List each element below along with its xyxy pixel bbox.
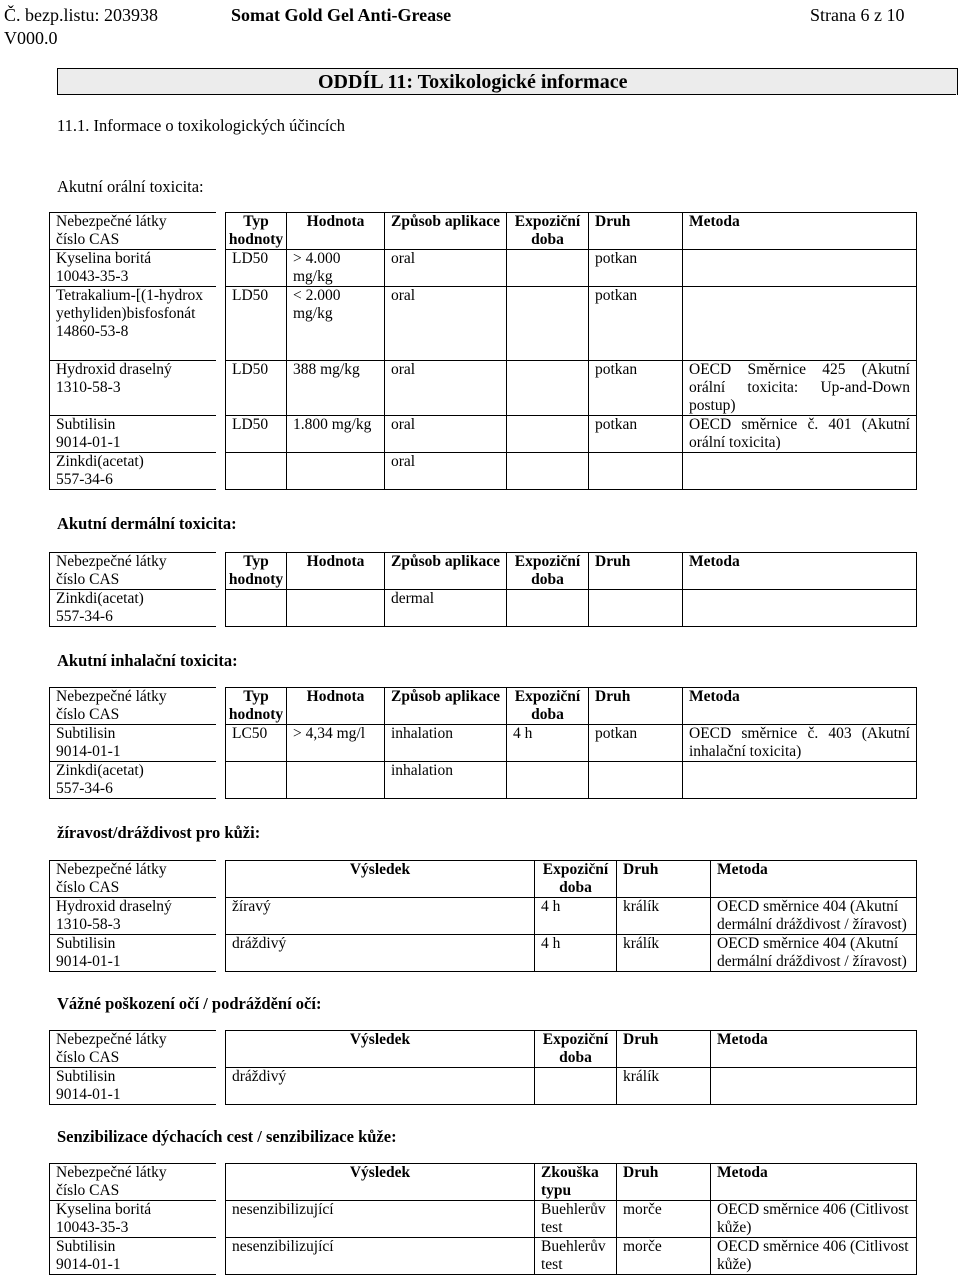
route: oral	[385, 250, 507, 287]
eye-heading: Vážné poškození očí / podráždění očí:	[57, 994, 322, 1013]
header-method: Metoda	[683, 553, 917, 590]
value	[287, 453, 385, 490]
method: OECD směrnice 406 (Citlivost kůže)	[711, 1238, 917, 1275]
cas-number: 9014-01-1	[56, 953, 121, 970]
method: OECD směrnice č. 401 (Akutní orální toxicita)	[683, 416, 917, 453]
header-species: Druh	[589, 553, 683, 590]
cas-number: 557-34-6	[56, 471, 113, 488]
header-species: Druh	[617, 1164, 711, 1201]
species: morče	[617, 1201, 711, 1238]
table-row	[50, 287, 917, 361]
header-cas: číslo CAS	[56, 231, 120, 248]
exposure-time: 4 h	[535, 935, 617, 972]
cas-number: 9014-01-1	[56, 434, 121, 451]
species: potkan	[589, 725, 683, 762]
header-result: Výsledek	[226, 861, 535, 898]
header-substance: Nebezpečné látky	[56, 861, 167, 878]
table-row	[50, 590, 917, 627]
method: OECD směrnice 404 (Akutní dermální dráždivost / žíravost)	[711, 898, 917, 935]
result: nesenzibilizující	[226, 1238, 535, 1275]
cas-number: 1310-58-3	[56, 379, 121, 396]
value: 1.800 mg/kg	[287, 416, 385, 453]
substance-name: Subtilisin	[56, 416, 116, 433]
table-header-row	[50, 553, 917, 590]
eye-damage-table	[49, 1030, 917, 1105]
oral-heading: Akutní orální toxicita:	[57, 177, 204, 196]
substance-name: Hydroxid draselný	[56, 361, 172, 378]
table-row	[50, 1238, 917, 1275]
header-exposure: Expoziční	[514, 213, 581, 230]
value-type	[226, 590, 287, 627]
exposure-time	[507, 590, 589, 627]
substance-name: Subtilisin	[56, 1238, 116, 1255]
substance-name: Tetrakalium-[(1-hydroxyethyliden)bisfosfonát	[56, 287, 203, 322]
header-type: Typ	[243, 213, 269, 230]
header-substance: Nebezpečné látky	[56, 1164, 167, 1181]
header-method: Metoda	[683, 213, 917, 250]
exposure-time	[507, 416, 589, 453]
header-method: Metoda	[711, 861, 917, 898]
method	[683, 250, 917, 287]
method	[683, 762, 917, 799]
route: oral	[385, 453, 507, 490]
value	[287, 590, 385, 627]
test-type: Buehlerův test	[535, 1238, 617, 1275]
substance-name: Kyselina boritá	[56, 1201, 152, 1218]
substance-name: Zinkdi(acetat)	[56, 762, 144, 779]
header-species: Druh	[617, 861, 711, 898]
exposure-time	[507, 361, 589, 416]
skin-heading: žíravost/dráždivost pro kůži:	[57, 823, 261, 842]
species: potkan	[589, 361, 683, 416]
header-type: Typ	[243, 688, 269, 705]
substance-name: Subtilisin	[56, 1068, 116, 1085]
method	[683, 590, 917, 627]
header-species: Druh	[589, 688, 683, 725]
value-type: LD50	[226, 287, 287, 361]
value: < 2.000 mg/kg	[287, 287, 385, 361]
header-cas: číslo CAS	[56, 706, 120, 723]
header-result: Výsledek	[226, 1164, 535, 1201]
header-substance: Nebezpečné látky	[56, 553, 167, 570]
species: králík	[617, 935, 711, 972]
method: OECD směrnice 406 (Citlivost kůže)	[711, 1201, 917, 1238]
header-species: Druh	[617, 1031, 711, 1068]
substance-name: Subtilisin	[56, 725, 116, 742]
header-type: Typ	[243, 553, 269, 570]
table-header-row	[50, 213, 917, 250]
header-value: Hodnota	[287, 688, 385, 725]
value-type: LD50	[226, 361, 287, 416]
species: králík	[617, 898, 711, 935]
table-header-row	[50, 1031, 917, 1068]
method	[683, 453, 917, 490]
method	[711, 1068, 917, 1105]
table-row	[50, 453, 917, 490]
header-duration: doba	[531, 706, 564, 723]
result: dráždivý	[226, 935, 535, 972]
table-row	[50, 898, 917, 935]
sds-number: Č. bezp.listu: 203938	[4, 5, 158, 25]
exposure-time	[507, 287, 589, 361]
header-duration: doba	[559, 1049, 592, 1066]
inhalation-toxicity-table	[49, 687, 917, 799]
substance-name: Zinkdi(acetat)	[56, 453, 144, 470]
version: V000.0	[4, 28, 58, 48]
route: oral	[385, 416, 507, 453]
table-row	[50, 935, 917, 972]
value-type	[226, 453, 287, 490]
species: potkan	[589, 287, 683, 361]
header-cas: číslo CAS	[56, 571, 120, 588]
header-value: Hodnota	[287, 213, 385, 250]
result: nesenzibilizující	[226, 1201, 535, 1238]
header-duration: doba	[531, 231, 564, 248]
value: > 4,34 mg/l	[287, 725, 385, 762]
header-route: Způsob aplikace	[385, 553, 507, 590]
exposure-time	[507, 250, 589, 287]
route: oral	[385, 287, 507, 361]
sensitization-table	[49, 1163, 917, 1275]
value-type: LC50	[226, 725, 287, 762]
species: potkan	[589, 416, 683, 453]
header-substance: Nebezpečné látky	[56, 688, 167, 705]
method: OECD směrnice č. 403 (Akutní inhalační toxicita)	[683, 725, 917, 762]
route: inhalation	[385, 725, 507, 762]
header-exposure: Expoziční	[514, 688, 581, 705]
sensitization-heading: Senzibilizace dýchacích cest / senzibilizace kůže:	[57, 1127, 397, 1146]
cas-number: 10043-35-3	[56, 268, 129, 285]
method: OECD směrnice 404 (Akutní dermální dráždivost / žíravost)	[711, 935, 917, 972]
method: OECD Směrnice 425 (Akutní orální toxicita: Up-and-Down postup)	[683, 361, 917, 416]
cas-number: 9014-01-1	[56, 1256, 121, 1273]
header-test-type: typu	[541, 1182, 572, 1199]
species: králík	[617, 1068, 711, 1105]
exposure-time	[507, 762, 589, 799]
species: potkan	[589, 250, 683, 287]
method	[683, 287, 917, 361]
substance-name: Subtilisin	[56, 935, 116, 952]
header-route: Způsob aplikace	[385, 213, 507, 250]
skin-irritation-table	[49, 860, 917, 972]
value-type: LD50	[226, 250, 287, 287]
table-row	[50, 725, 917, 762]
result: dráždivý	[226, 1068, 535, 1105]
table-header-row	[50, 861, 917, 898]
header-method: Metoda	[683, 688, 917, 725]
cas-number: 557-34-6	[56, 608, 113, 625]
substance-name: Hydroxid draselný	[56, 898, 172, 915]
table-row	[50, 361, 917, 416]
cas-number: 1310-58-3	[56, 916, 121, 933]
header-value-type: hodnoty	[228, 706, 284, 723]
value	[287, 762, 385, 799]
route: inhalation	[385, 762, 507, 799]
table-row	[50, 1068, 917, 1105]
header-cas: číslo CAS	[56, 879, 120, 896]
header-cas: číslo CAS	[56, 1049, 120, 1066]
header-cas: číslo CAS	[56, 1182, 120, 1199]
substance-name: Zinkdi(acetat)	[56, 590, 144, 607]
header-duration: doba	[531, 571, 564, 588]
header-method: Metoda	[711, 1164, 917, 1201]
species	[589, 590, 683, 627]
table-row	[50, 762, 917, 799]
exposure-time	[507, 453, 589, 490]
value-type: LD50	[226, 416, 287, 453]
subsection-title: 11.1. Informace o toxikologických účincích	[57, 116, 346, 135]
test-type: Buehlerův test	[535, 1201, 617, 1238]
cas-number: 9014-01-1	[56, 743, 121, 760]
header-result: Výsledek	[226, 1031, 535, 1068]
species	[589, 453, 683, 490]
table-row	[50, 1201, 917, 1238]
value: > 4.000 mg/kg	[287, 250, 385, 287]
page-number: Strana 6 z 10	[810, 5, 905, 25]
header-substance: Nebezpečné látky	[56, 213, 167, 230]
header-method: Metoda	[711, 1031, 917, 1068]
route: dermal	[385, 590, 507, 627]
oral-toxicity-table	[49, 212, 917, 490]
substance-name: Kyselina boritá	[56, 250, 152, 267]
header-value-type: hodnoty	[228, 571, 284, 588]
value: 388 mg/kg	[287, 361, 385, 416]
dermal-toxicity-table	[49, 552, 917, 627]
inhalation-heading: Akutní inhalační toxicita:	[57, 651, 238, 670]
table-header-row	[50, 688, 917, 725]
product-name: Somat Gold Gel Anti-Grease	[231, 5, 452, 25]
header-exposure: Expoziční	[514, 553, 581, 570]
header-exposure: Expoziční	[542, 1031, 609, 1048]
species	[589, 762, 683, 799]
header-species: Druh	[589, 213, 683, 250]
value-type	[226, 762, 287, 799]
exposure-time: 4 h	[535, 898, 617, 935]
table-header-row	[50, 1164, 917, 1201]
table-row	[50, 416, 917, 453]
cas-number: 10043-35-3	[56, 1219, 129, 1236]
cas-number: 14860-53-8	[56, 323, 129, 340]
dermal-heading: Akutní dermální toxicita:	[57, 514, 237, 533]
header-value: Hodnota	[287, 553, 385, 590]
header-exposure: Expoziční	[542, 861, 609, 878]
header-route: Způsob aplikace	[385, 688, 507, 725]
exposure-time: 4 h	[507, 725, 589, 762]
exposure-time	[535, 1068, 617, 1105]
header-test: Zkouška	[541, 1164, 599, 1181]
header-value-type: hodnoty	[228, 231, 284, 248]
table-row	[50, 250, 917, 287]
header-duration: doba	[559, 879, 592, 896]
cas-number: 557-34-6	[56, 780, 113, 797]
species: morče	[617, 1238, 711, 1275]
section-title: ODDÍL 11: Toxikologické informace	[318, 71, 628, 93]
cas-number: 9014-01-1	[56, 1086, 121, 1103]
header-substance: Nebezpečné látky	[56, 1031, 167, 1048]
route: oral	[385, 361, 507, 416]
result: žíravý	[226, 898, 535, 935]
section-divider	[57, 94, 956, 95]
